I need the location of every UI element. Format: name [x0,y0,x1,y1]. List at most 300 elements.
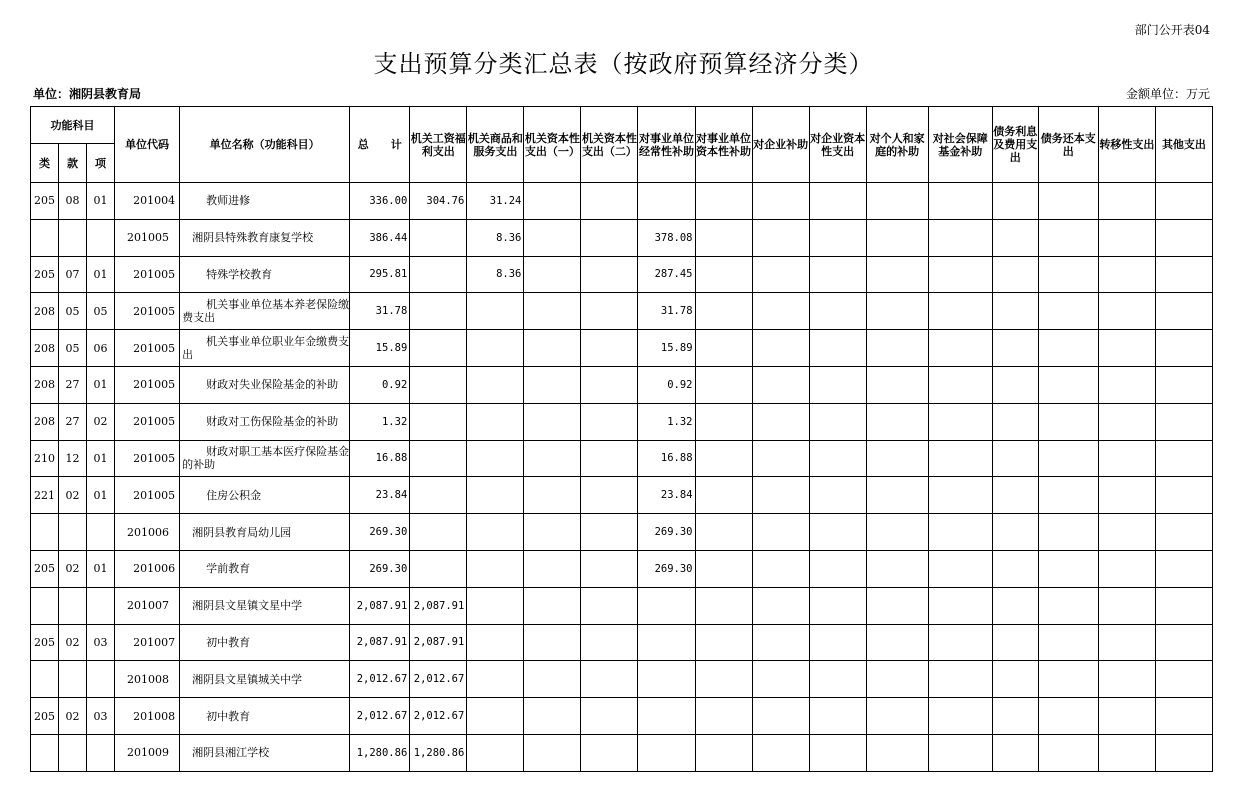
cell-unit-name: 湘阴县文星镇文星中学 [180,587,350,624]
cell-c10 [928,624,992,661]
cell-c4 [581,514,638,551]
cell-total: 1.32 [350,403,410,440]
cell-c6 [695,624,752,661]
table-code: 部门公开表04 [1134,23,1210,37]
cell-kuan: 27 [59,403,87,440]
cell-c8 [809,514,866,551]
cell-unit-code: 201009 [115,734,180,771]
cell-c13 [1098,624,1155,661]
table-row [31,440,1213,477]
cell-c7 [752,514,809,551]
table-body [31,183,1213,772]
cell-unit-name: 湘阴县湘江学校 [180,734,350,771]
cell-c12 [1038,661,1098,698]
cell-c11 [992,330,1038,367]
cell-c6 [695,550,752,587]
cell-c1: 2,012.67 [410,661,467,698]
cell-xiang: 03 [87,624,115,661]
cell-xiang: 02 [87,403,115,440]
cell-c2 [467,550,524,587]
cell-kuan: 07 [59,256,87,293]
cell-c9 [866,587,928,624]
cell-c6 [695,183,752,220]
cell-unit-name: 住房公积金 [180,477,350,514]
cell-c3 [524,550,581,587]
cell-lei: 210 [31,440,59,477]
cell-c7 [752,256,809,293]
cell-c9 [866,330,928,367]
unit-label: 单位：湘阴县教育局 [33,87,142,101]
cell-c5 [638,587,695,624]
cell-c10 [928,366,992,403]
cell-lei [31,514,59,551]
cell-unit-name: 初中教育 [180,624,350,661]
cell-c4 [581,698,638,735]
cell-c1 [410,219,467,256]
cell-lei [31,587,59,624]
cell-c8 [809,477,866,514]
cell-c11 [992,256,1038,293]
cell-c7 [752,403,809,440]
cell-lei: 205 [31,624,59,661]
cell-c1 [410,256,467,293]
cell-unit-code: 201005 [115,330,180,367]
cell-c3 [524,366,581,403]
table-row [31,330,1213,367]
cell-c1 [410,403,467,440]
header-c10: 对社会保障基金补助 [928,107,992,183]
table-row [31,293,1213,330]
cell-unit-code: 201006 [115,514,180,551]
header-func-group: 功能科目 [31,107,115,144]
cell-c6 [695,293,752,330]
header-unit-code: 单位代码 [115,107,180,183]
cell-xiang: 05 [87,293,115,330]
cell-c13 [1098,440,1155,477]
cell-c7 [752,477,809,514]
cell-c12 [1038,440,1098,477]
table-row [31,734,1213,771]
cell-c10 [928,661,992,698]
cell-unit-code: 201007 [115,587,180,624]
cell-c4 [581,661,638,698]
cell-lei: 208 [31,403,59,440]
cell-unit-name: 湘阴县特殊教育康复学校 [180,219,350,256]
cell-c9 [866,624,928,661]
cell-c10 [928,477,992,514]
cell-unit-code: 201005 [115,440,180,477]
table-row [31,587,1213,624]
cell-c14 [1155,219,1212,256]
page-title: 支出预算分类汇总表（按政府预算经济分类） [373,50,874,78]
cell-c14 [1155,366,1212,403]
header-c13: 转移性支出 [1098,107,1155,183]
cell-c10 [928,734,992,771]
header-xiang: 项 [87,144,115,183]
cell-c12 [1038,256,1098,293]
cell-unit-name: 财政对失业保险基金的补助 [180,366,350,403]
cell-c13 [1098,550,1155,587]
cell-total: 336.00 [350,183,410,220]
cell-c4 [581,587,638,624]
cell-c8 [809,550,866,587]
cell-c3 [524,256,581,293]
cell-total: 1,280.86 [350,734,410,771]
cell-c13 [1098,403,1155,440]
cell-c14 [1155,734,1212,771]
cell-kuan: 02 [59,550,87,587]
cell-c11 [992,477,1038,514]
cell-c13 [1098,587,1155,624]
cell-c6 [695,734,752,771]
table-row [31,698,1213,735]
cell-c8 [809,624,866,661]
cell-lei [31,219,59,256]
cell-c8 [809,403,866,440]
cell-c11 [992,183,1038,220]
cell-c5: 378.08 [638,219,695,256]
table-row [31,183,1213,220]
cell-c14 [1155,183,1212,220]
cell-c3 [524,440,581,477]
cell-c1 [410,330,467,367]
cell-kuan [59,661,87,698]
cell-c9 [866,366,928,403]
cell-c4 [581,440,638,477]
cell-c8 [809,330,866,367]
cell-c5 [638,698,695,735]
cell-c6 [695,330,752,367]
cell-c5: 287.45 [638,256,695,293]
cell-lei: 208 [31,366,59,403]
cell-c6 [695,477,752,514]
cell-c5 [638,734,695,771]
cell-c2 [467,698,524,735]
cell-xiang [87,219,115,256]
cell-c9 [866,698,928,735]
cell-unit-code: 201008 [115,661,180,698]
cell-c12 [1038,550,1098,587]
cell-xiang: 01 [87,477,115,514]
cell-xiang [87,514,115,551]
cell-c6 [695,698,752,735]
cell-c14 [1155,477,1212,514]
cell-c9 [866,183,928,220]
cell-c3 [524,661,581,698]
header-c6: 对事业单位资本性补助 [695,107,752,183]
cell-c5: 23.84 [638,477,695,514]
header-lei: 类 [31,144,59,183]
cell-total: 2,087.91 [350,587,410,624]
cell-c13 [1098,514,1155,551]
table-row [31,624,1213,661]
cell-unit-code: 201005 [115,366,180,403]
table-row [31,256,1213,293]
cell-xiang: 06 [87,330,115,367]
cell-c1: 2,087.91 [410,587,467,624]
cell-c11 [992,698,1038,735]
cell-c2 [467,366,524,403]
cell-c5 [638,183,695,220]
cell-total: 23.84 [350,477,410,514]
cell-lei: 205 [31,256,59,293]
cell-c5: 1.32 [638,403,695,440]
cell-c11 [992,403,1038,440]
cell-c12 [1038,624,1098,661]
cell-xiang: 03 [87,698,115,735]
cell-c12 [1038,403,1098,440]
cell-c11 [992,514,1038,551]
cell-c4 [581,293,638,330]
cell-c10 [928,293,992,330]
cell-c14 [1155,256,1212,293]
cell-unit-name: 初中教育 [180,698,350,735]
cell-kuan: 12 [59,440,87,477]
cell-xiang: 01 [87,183,115,220]
cell-total: 295.81 [350,256,410,293]
cell-c4 [581,624,638,661]
cell-c8 [809,661,866,698]
cell-c3 [524,330,581,367]
cell-c5: 31.78 [638,293,695,330]
cell-c5 [638,661,695,698]
header-c1: 机关工资福利支出 [410,107,467,183]
cell-c3 [524,219,581,256]
cell-c3 [524,293,581,330]
cell-c5: 269.30 [638,514,695,551]
cell-c13 [1098,256,1155,293]
cell-c4 [581,734,638,771]
cell-kuan: 05 [59,293,87,330]
cell-c8 [809,440,866,477]
header-c9: 对个人和家庭的补助 [866,107,928,183]
cell-xiang [87,661,115,698]
cell-c10 [928,514,992,551]
cell-c9 [866,734,928,771]
cell-unit-name: 教师进修 [180,183,350,220]
cell-c1 [410,550,467,587]
cell-c13 [1098,366,1155,403]
cell-total: 269.30 [350,514,410,551]
cell-c4 [581,477,638,514]
cell-c2 [467,477,524,514]
cell-c7 [752,330,809,367]
cell-unit-code: 201007 [115,624,180,661]
cell-xiang [87,734,115,771]
cell-c6 [695,661,752,698]
cell-c3 [524,403,581,440]
header-total: 总 计 [350,107,410,183]
cell-c4 [581,403,638,440]
cell-c9 [866,403,928,440]
cell-c14 [1155,698,1212,735]
cell-c14 [1155,330,1212,367]
cell-c1: 1,280.86 [410,734,467,771]
cell-kuan: 08 [59,183,87,220]
cell-c13 [1098,661,1155,698]
cell-kuan: 02 [59,477,87,514]
table-row [31,403,1213,440]
cell-total: 2,087.91 [350,624,410,661]
cell-c2 [467,440,524,477]
cell-lei: 221 [31,477,59,514]
cell-kuan: 05 [59,330,87,367]
header-c3: 机关资本性支出（一） [524,107,581,183]
cell-c1 [410,514,467,551]
cell-unit-code: 201006 [115,550,180,587]
cell-c3 [524,514,581,551]
header-c7: 对企业补助 [752,107,809,183]
cell-c13 [1098,698,1155,735]
cell-total: 2,012.67 [350,698,410,735]
cell-unit-name: 湘阴县文星镇城关中学 [180,661,350,698]
table-row [31,514,1213,551]
cell-c10 [928,587,992,624]
cell-xiang: 01 [87,440,115,477]
cell-c9 [866,514,928,551]
header-c14: 其他支出 [1155,107,1212,183]
cell-c4 [581,366,638,403]
cell-c2: 8.36 [467,256,524,293]
cell-c13 [1098,183,1155,220]
cell-kuan [59,734,87,771]
cell-kuan: 02 [59,698,87,735]
header-c2: 机关商品和服务支出 [467,107,524,183]
cell-c9 [866,440,928,477]
cell-c10 [928,550,992,587]
cell-unit-name: 财政对职工基本医疗保险基金的补助 [180,440,350,477]
cell-c14 [1155,587,1212,624]
cell-c11 [992,661,1038,698]
cell-c12 [1038,587,1098,624]
cell-c5: 16.88 [638,440,695,477]
cell-c10 [928,403,992,440]
cell-c6 [695,403,752,440]
cell-c9 [866,256,928,293]
cell-c1: 304.76 [410,183,467,220]
cell-lei: 205 [31,183,59,220]
cell-c12 [1038,293,1098,330]
cell-unit-name: 湘阴县教育局幼儿园 [180,514,350,551]
table-row [31,550,1213,587]
cell-c12 [1038,183,1098,220]
cell-unit-name: 特殊学校教育 [180,256,350,293]
money-unit-label: 金额单位：万元 [1125,87,1210,101]
cell-unit-code: 201005 [115,293,180,330]
cell-c11 [992,293,1038,330]
cell-unit-code: 201004 [115,183,180,220]
cell-c12 [1038,330,1098,367]
cell-lei: 208 [31,330,59,367]
cell-c7 [752,698,809,735]
cell-c10 [928,183,992,220]
cell-c6 [695,256,752,293]
cell-c5: 269.30 [638,550,695,587]
cell-c9 [866,661,928,698]
cell-c9 [866,550,928,587]
cell-c4 [581,219,638,256]
cell-c1: 2,012.67 [410,698,467,735]
cell-xiang: 01 [87,256,115,293]
cell-c2 [467,330,524,367]
budget-table [30,106,1213,772]
cell-unit-code: 201005 [115,256,180,293]
cell-c3 [524,183,581,220]
cell-total: 16.88 [350,440,410,477]
cell-c8 [809,256,866,293]
cell-total: 15.89 [350,330,410,367]
cell-c13 [1098,734,1155,771]
cell-c1 [410,477,467,514]
cell-c4 [581,256,638,293]
cell-c1: 2,087.91 [410,624,467,661]
cell-c14 [1155,624,1212,661]
cell-c1 [410,440,467,477]
cell-c11 [992,587,1038,624]
cell-c10 [928,698,992,735]
cell-c11 [992,734,1038,771]
table-row [31,661,1213,698]
cell-c2: 8.36 [467,219,524,256]
cell-unit-code: 201005 [115,403,180,440]
cell-c8 [809,734,866,771]
cell-xiang: 01 [87,366,115,403]
cell-c14 [1155,403,1212,440]
cell-c11 [992,624,1038,661]
cell-unit-name: 学前教育 [180,550,350,587]
cell-c5 [638,624,695,661]
cell-c12 [1038,514,1098,551]
cell-c7 [752,293,809,330]
header-c12: 债务还本支出 [1038,107,1098,183]
cell-unit-name: 机关事业单位基本养老保险缴费支出 [180,293,350,330]
cell-c1 [410,366,467,403]
cell-lei: 205 [31,550,59,587]
header-unit-name: 单位名称（功能科目） [180,107,350,183]
cell-lei [31,661,59,698]
cell-c13 [1098,219,1155,256]
cell-c3 [524,698,581,735]
cell-lei: 205 [31,698,59,735]
cell-c4 [581,330,638,367]
cell-c14 [1155,661,1212,698]
cell-c7 [752,587,809,624]
cell-c12 [1038,219,1098,256]
header-c5: 对事业单位经常性补助 [638,107,695,183]
table-row [31,477,1213,514]
cell-lei: 208 [31,293,59,330]
cell-c2 [467,293,524,330]
cell-kuan [59,514,87,551]
cell-c13 [1098,477,1155,514]
cell-c2 [467,734,524,771]
cell-c2: 31.24 [467,183,524,220]
cell-c8 [809,698,866,735]
cell-c7 [752,440,809,477]
table-row [31,366,1213,403]
cell-c6 [695,514,752,551]
cell-kuan [59,219,87,256]
cell-unit-code: 201005 [115,477,180,514]
cell-total: 2,012.67 [350,661,410,698]
cell-c8 [809,219,866,256]
cell-c5: 15.89 [638,330,695,367]
cell-c12 [1038,366,1098,403]
cell-c11 [992,550,1038,587]
cell-unit-name: 机关事业单位职业年金缴费支出 [180,330,350,367]
cell-c11 [992,440,1038,477]
cell-c7 [752,219,809,256]
